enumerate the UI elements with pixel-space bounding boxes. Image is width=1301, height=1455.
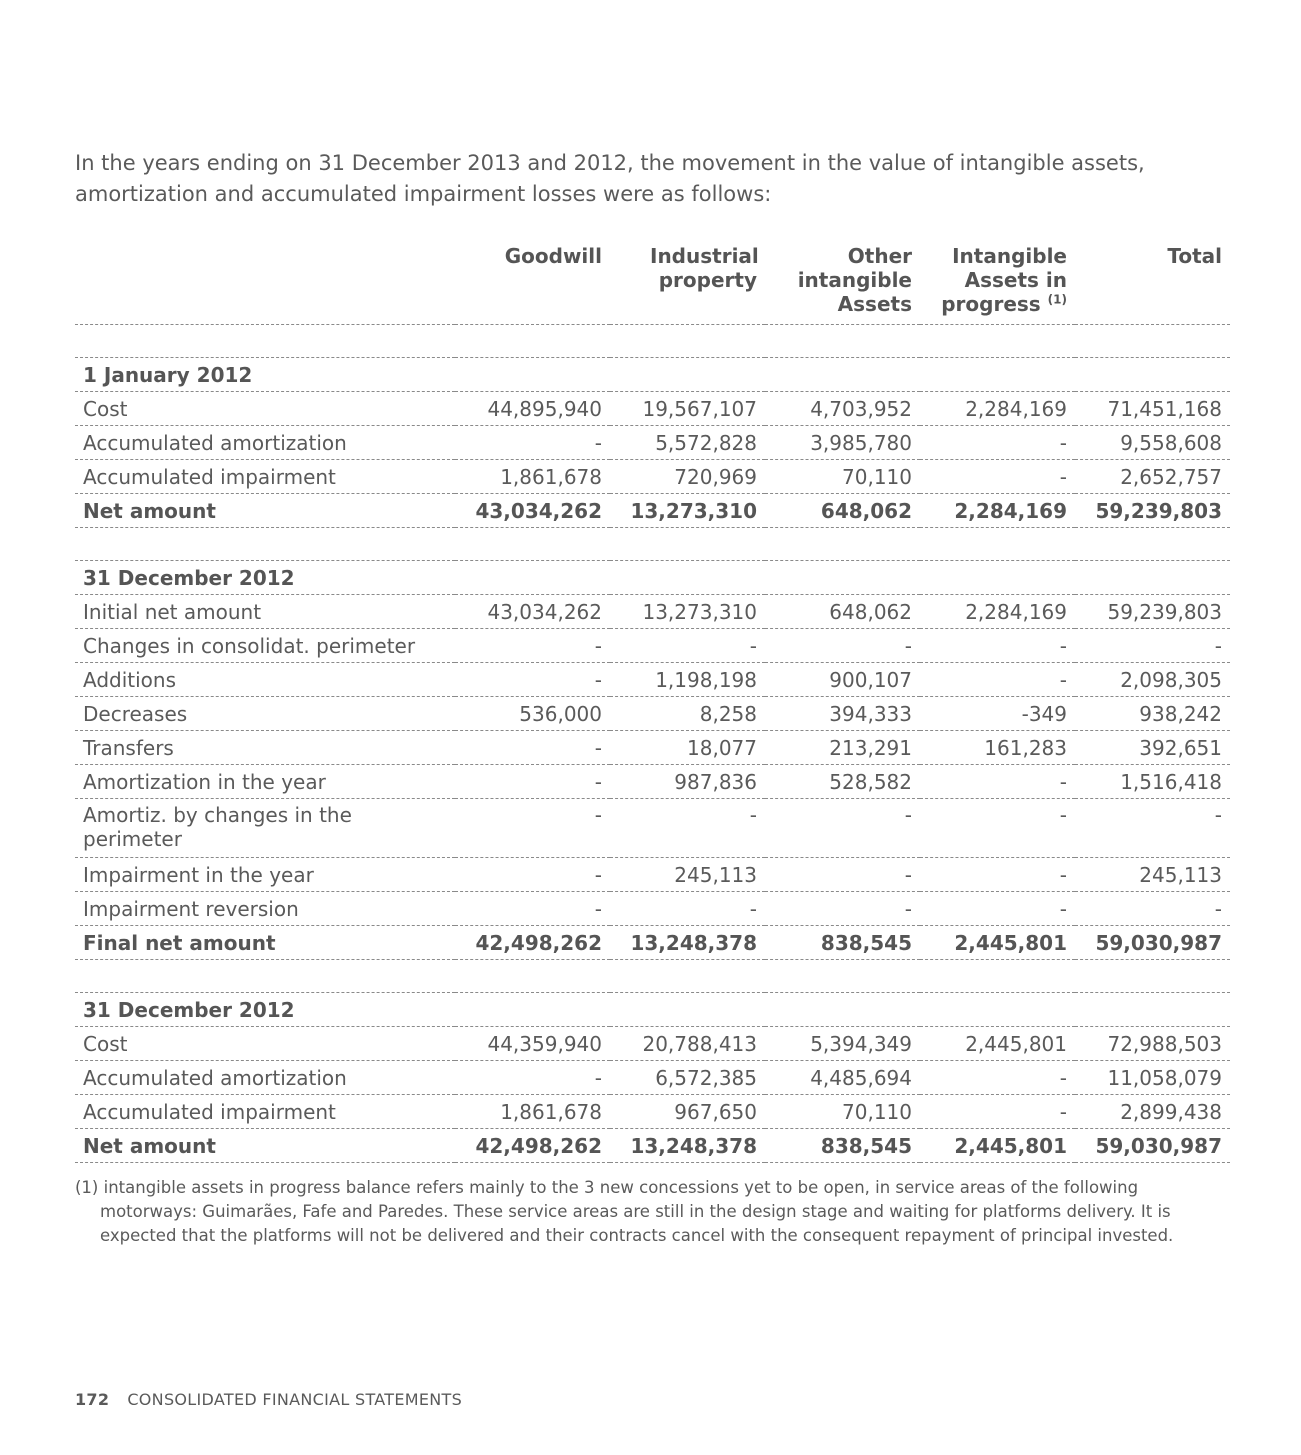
row-label: Accumulated amortization	[75, 426, 455, 460]
value-cell: 43,034,262	[455, 494, 610, 528]
value-cell: 2,652,757	[1075, 460, 1230, 494]
value-cell: 2,445,801	[920, 926, 1075, 960]
value-cell: -	[920, 663, 1075, 697]
value-cell: -	[455, 799, 610, 858]
value-cell: 838,545	[765, 1129, 920, 1163]
value-cell: -	[455, 858, 610, 892]
row-label: Accumulated impairment	[75, 460, 455, 494]
row-label: Decreases	[75, 697, 455, 731]
section-title: 1 January 2012	[75, 358, 1230, 392]
row-label: Net amount	[75, 1129, 455, 1163]
value-cell: 2,284,169	[920, 595, 1075, 629]
row-label: Final net amount	[75, 926, 455, 960]
table-row	[75, 629, 1230, 663]
footnote-text: (1) intangible assets in progress balance refers mainly to the 3 new concessions yet to be open, in service areas of the following motorways: Guimarães, Fafe and Paredes. These service areas are still in the design stage and waiting for platforms delivery. It is expected that the platforms will not be delivered and their contracts cancel with the consequent repayment of principal invested.	[75, 1178, 1174, 1245]
value-cell: 70,110	[765, 460, 920, 494]
value-cell: 4,703,952	[765, 392, 920, 426]
value-cell: 838,545	[765, 926, 920, 960]
table-row	[75, 697, 1230, 731]
value-cell: -	[920, 460, 1075, 494]
value-cell: 161,283	[920, 731, 1075, 765]
value-cell: 900,107	[765, 663, 920, 697]
row-label: Initial net amount	[75, 595, 455, 629]
row-label: Additions	[75, 663, 455, 697]
table-row	[75, 1095, 1230, 1129]
spacer-cell	[75, 528, 1230, 561]
value-cell: 59,030,987	[1075, 1129, 1230, 1163]
table-row	[75, 426, 1230, 460]
value-cell: 59,030,987	[1075, 926, 1230, 960]
value-cell: -	[455, 765, 610, 799]
value-cell: 648,062	[765, 494, 920, 528]
value-cell: -	[455, 629, 610, 663]
value-cell: 44,359,940	[455, 1027, 610, 1061]
table-row	[75, 799, 1230, 858]
table-row	[75, 595, 1230, 629]
value-cell: 20,788,413	[610, 1027, 765, 1061]
value-cell: -	[455, 731, 610, 765]
value-cell: 1,198,198	[610, 663, 765, 697]
table-row	[75, 1027, 1230, 1061]
row-label: Impairment reversion	[75, 892, 455, 926]
value-cell: 6,572,385	[610, 1061, 765, 1095]
value-cell: 2,284,169	[920, 392, 1075, 426]
value-cell: 245,113	[1075, 858, 1230, 892]
value-cell: 2,445,801	[920, 1027, 1075, 1061]
value-cell: 720,969	[610, 460, 765, 494]
row-label: Changes in consolidat. perimeter	[75, 629, 455, 663]
value-cell: -	[920, 426, 1075, 460]
page-number: 172	[75, 1390, 110, 1409]
value-cell: 59,239,803	[1075, 595, 1230, 629]
value-cell: -	[765, 629, 920, 663]
value-cell: 987,836	[610, 765, 765, 799]
spacer-row	[75, 325, 1230, 358]
header-industrial-property: Industrial property	[610, 240, 765, 325]
value-cell: 13,248,378	[610, 1129, 765, 1163]
value-cell: 13,273,310	[610, 494, 765, 528]
footnote	[75, 1176, 1225, 1248]
table-row	[75, 1061, 1230, 1095]
section-header-row	[75, 561, 1230, 595]
value-cell: 8,258	[610, 697, 765, 731]
value-cell: 213,291	[765, 731, 920, 765]
page-footer	[75, 1390, 462, 1409]
header-intangible-in-progress: Intangible Assets in progress $^{(1)}$	[920, 240, 1075, 325]
section-title: 31 December 2012	[75, 993, 1230, 1027]
value-cell: -349	[920, 697, 1075, 731]
spacer-cell	[75, 960, 1230, 993]
value-cell: -	[1075, 629, 1230, 663]
value-cell: 2,899,438	[1075, 1095, 1230, 1129]
spacer-cell	[75, 325, 1230, 358]
value-cell: 1,861,678	[455, 1095, 610, 1129]
value-cell: 44,895,940	[455, 392, 610, 426]
intro-paragraph: In the years ending on 31 December 2013 and 2012, the movement in the value of intangible assets, amortization and accumulated impairment losses were as follows:	[75, 151, 1145, 206]
value-cell: -	[920, 892, 1075, 926]
table-row	[75, 731, 1230, 765]
value-cell: 13,273,310	[610, 595, 765, 629]
table-header-row	[75, 240, 1230, 325]
row-label: Net amount	[75, 494, 455, 528]
table-body	[75, 325, 1230, 1163]
value-cell: 1,516,418	[1075, 765, 1230, 799]
value-cell: -	[920, 799, 1075, 858]
value-cell: -	[1075, 799, 1230, 858]
value-cell: 18,077	[610, 731, 765, 765]
footer-section-title: CONSOLIDATED FINANCIAL STATEMENTS	[127, 1390, 463, 1409]
header-goodwill: Goodwill	[455, 240, 610, 325]
section-header-row	[75, 358, 1230, 392]
value-cell: 59,239,803	[1075, 494, 1230, 528]
value-cell: 2,098,305	[1075, 663, 1230, 697]
value-cell: 2,445,801	[920, 1129, 1075, 1163]
value-cell: 9,558,608	[1075, 426, 1230, 460]
value-cell: 72,988,503	[1075, 1027, 1230, 1061]
value-cell: -	[610, 629, 765, 663]
value-cell: -	[455, 1061, 610, 1095]
value-cell: 4,485,694	[765, 1061, 920, 1095]
value-cell: -	[765, 892, 920, 926]
row-label: Amortiz. by changes in the perimeter	[75, 799, 455, 858]
value-cell: 42,498,262	[455, 1129, 610, 1163]
table-row	[75, 663, 1230, 697]
value-cell: 3,985,780	[765, 426, 920, 460]
value-cell: 938,242	[1075, 697, 1230, 731]
spacer-row	[75, 528, 1230, 561]
value-cell: 245,113	[610, 858, 765, 892]
value-cell: 648,062	[765, 595, 920, 629]
value-cell: 967,650	[610, 1095, 765, 1129]
row-label: Accumulated impairment	[75, 1095, 455, 1129]
value-cell: -	[455, 663, 610, 697]
table-total-row	[75, 1129, 1230, 1163]
value-cell: 392,651	[1075, 731, 1230, 765]
value-cell: -	[455, 426, 610, 460]
value-cell: 43,034,262	[455, 595, 610, 629]
value-cell: -	[610, 799, 765, 858]
row-label: Impairment in the year	[75, 858, 455, 892]
table-total-row	[75, 494, 1230, 528]
value-cell: 13,248,378	[610, 926, 765, 960]
footnote-marker: (1)	[1047, 292, 1067, 307]
header-blank	[75, 240, 455, 325]
value-cell: -	[765, 799, 920, 858]
value-cell: -	[455, 892, 610, 926]
table-row	[75, 765, 1230, 799]
value-cell: 71,451,168	[1075, 392, 1230, 426]
value-cell: 5,572,828	[610, 426, 765, 460]
value-cell: -	[765, 858, 920, 892]
value-cell: 5,394,349	[765, 1027, 920, 1061]
value-cell: -	[920, 629, 1075, 663]
section-header-row	[75, 993, 1230, 1027]
spacer-row	[75, 960, 1230, 993]
row-label: Cost	[75, 1027, 455, 1061]
value-cell: 394,333	[765, 697, 920, 731]
value-cell: 2,284,169	[920, 494, 1075, 528]
intangible-assets-table	[75, 240, 1230, 1163]
table-total-row	[75, 926, 1230, 960]
header-total: Total	[1075, 240, 1230, 325]
value-cell: 11,058,079	[1075, 1061, 1230, 1095]
row-label: Transfers	[75, 731, 455, 765]
value-cell: -	[920, 1095, 1075, 1129]
value-cell: -	[610, 892, 765, 926]
value-cell: -	[920, 858, 1075, 892]
value-cell: 42,498,262	[455, 926, 610, 960]
row-label: Cost	[75, 392, 455, 426]
row-label: Amortization in the year	[75, 765, 455, 799]
table-row	[75, 892, 1230, 926]
value-cell: 1,861,678	[455, 460, 610, 494]
value-cell: 536,000	[455, 697, 610, 731]
row-label: Accumulated amortization	[75, 1061, 455, 1095]
value-cell: -	[920, 1061, 1075, 1095]
table-row	[75, 460, 1230, 494]
value-cell: -	[920, 765, 1075, 799]
table-row	[75, 392, 1230, 426]
section-title: 31 December 2012	[75, 561, 1230, 595]
value-cell: 528,582	[765, 765, 920, 799]
value-cell: -	[1075, 892, 1230, 926]
value-cell: 19,567,107	[610, 392, 765, 426]
value-cell: 70,110	[765, 1095, 920, 1129]
header-other-intangible-assets: Other intangible Assets	[765, 240, 920, 325]
table-row	[75, 858, 1230, 892]
